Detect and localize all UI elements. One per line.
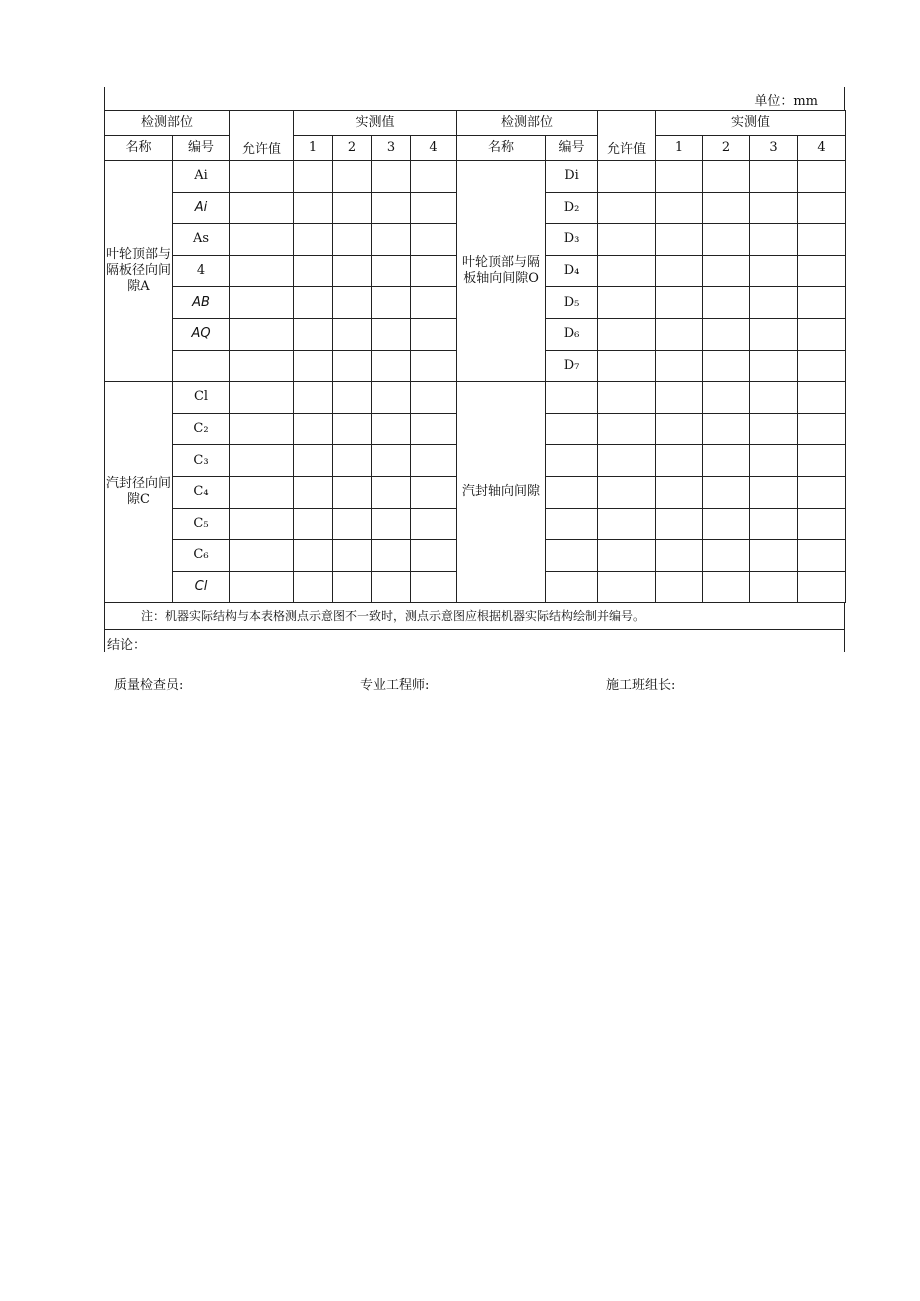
- right-measure-cell[interactable]: [656, 287, 703, 319]
- right-code-cell: [546, 540, 598, 572]
- right-allowed-cell[interactable]: [598, 413, 656, 445]
- left-measure-cell[interactable]: [372, 255, 411, 287]
- conclusion-row: [104, 630, 845, 652]
- right-measure-cell[interactable]: [656, 161, 703, 193]
- note-text: 注：机器实际结构与本表格测点示意图不一致时，测点示意图应根据机器实际结构绘制并编号。: [105, 603, 845, 630]
- left-allowed-cell[interactable]: [230, 540, 294, 572]
- left-allowed-cell[interactable]: [230, 318, 294, 350]
- left-measure-cell[interactable]: [372, 192, 411, 224]
- header-row-1: [105, 111, 846, 136]
- left-measured-header: 实测值: [294, 111, 457, 136]
- right-measure-cell[interactable]: [703, 540, 750, 572]
- left-measure-cell[interactable]: [333, 255, 372, 287]
- right-measure-cell[interactable]: [798, 476, 846, 508]
- right-code-cell: [546, 571, 598, 603]
- left-measure-cell[interactable]: [411, 382, 457, 414]
- right-measure-cell[interactable]: [798, 224, 846, 256]
- left-measure-cell[interactable]: [372, 445, 411, 477]
- right-measure-cell[interactable]: [656, 318, 703, 350]
- right-allowed-cell[interactable]: [598, 161, 656, 193]
- left-measure-cell[interactable]: [294, 445, 333, 477]
- left-code-cell: C₆: [173, 540, 230, 572]
- right-measure-cell[interactable]: [750, 318, 798, 350]
- left-col-4: 4: [411, 136, 457, 161]
- left-measure-cell[interactable]: [294, 508, 333, 540]
- left-measure-cell[interactable]: [411, 508, 457, 540]
- right-measure-cell[interactable]: [798, 318, 846, 350]
- right-allowed-cell[interactable]: [598, 255, 656, 287]
- note-row: [105, 603, 845, 630]
- left-name-header: 名称: [105, 136, 173, 161]
- right-code-cell: Di: [546, 161, 598, 193]
- left-measure-cell[interactable]: [372, 508, 411, 540]
- right-measure-cell[interactable]: [750, 224, 798, 256]
- right-measure-cell[interactable]: [798, 350, 846, 382]
- left-measure-cell[interactable]: [294, 192, 333, 224]
- right-code-cell: D₂: [546, 192, 598, 224]
- right-measure-cell[interactable]: [703, 413, 750, 445]
- right-col-1: 1: [656, 136, 703, 161]
- left-measure-cell[interactable]: [372, 224, 411, 256]
- left-measure-cell[interactable]: [294, 161, 333, 193]
- right-allowed-cell[interactable]: [598, 318, 656, 350]
- right-allowed-cell[interactable]: [598, 508, 656, 540]
- right-code-cell: D₇: [546, 350, 598, 382]
- right-measure-cell[interactable]: [703, 445, 750, 477]
- right-measure-cell[interactable]: [750, 476, 798, 508]
- table-row: [105, 161, 846, 193]
- left-code-cell: Ai: [173, 161, 230, 193]
- left-measure-cell[interactable]: [294, 255, 333, 287]
- left-measure-cell[interactable]: [411, 571, 457, 603]
- right-measure-cell[interactable]: [656, 350, 703, 382]
- right-measure-cell[interactable]: [798, 413, 846, 445]
- left-allowed-cell[interactable]: [230, 445, 294, 477]
- right-allowed-cell[interactable]: [598, 192, 656, 224]
- conclusion-label: 结论：: [107, 638, 147, 654]
- left-measure-cell[interactable]: [333, 224, 372, 256]
- right-measure-cell[interactable]: [798, 445, 846, 477]
- right-code-cell: [546, 445, 598, 477]
- right-code-cell: [546, 413, 598, 445]
- right-measure-cell[interactable]: [656, 382, 703, 414]
- left-code-cell: Cl: [173, 571, 230, 603]
- left-code-cell: C₂: [173, 413, 230, 445]
- inspector-signature: 质量检查员:: [114, 678, 184, 693]
- right-name-header: 名称: [457, 136, 546, 161]
- header-row-2: [105, 136, 846, 161]
- right-allowed-cell[interactable]: [598, 224, 656, 256]
- left-measure-cell[interactable]: [294, 540, 333, 572]
- right-measure-cell[interactable]: [750, 161, 798, 193]
- right-allowed-cell[interactable]: [598, 287, 656, 319]
- right-measure-cell[interactable]: [703, 508, 750, 540]
- left-allowed-cell[interactable]: [230, 287, 294, 319]
- left-measure-cell[interactable]: [294, 476, 333, 508]
- right-measure-cell[interactable]: [750, 350, 798, 382]
- right-measure-cell[interactable]: [750, 255, 798, 287]
- right-measure-cell[interactable]: [703, 255, 750, 287]
- right-code-cell: [546, 508, 598, 540]
- left-allowed-cell[interactable]: [230, 224, 294, 256]
- left-measure-cell[interactable]: [372, 476, 411, 508]
- left-measure-cell[interactable]: [333, 161, 372, 193]
- left-measure-cell[interactable]: [333, 413, 372, 445]
- right-allowed-cell[interactable]: [598, 571, 656, 603]
- right-measure-cell[interactable]: [798, 508, 846, 540]
- left-measure-cell[interactable]: [294, 287, 333, 319]
- right-measure-cell[interactable]: [798, 287, 846, 319]
- left-measure-cell[interactable]: [333, 192, 372, 224]
- right-measure-cell[interactable]: [750, 540, 798, 572]
- left-measure-cell[interactable]: [294, 318, 333, 350]
- left-allowed-cell[interactable]: [230, 350, 294, 382]
- left-measure-cell[interactable]: [333, 350, 372, 382]
- right-measure-cell[interactable]: [656, 224, 703, 256]
- left-measure-cell[interactable]: [372, 413, 411, 445]
- left-code-cell: C₄: [173, 476, 230, 508]
- right-code-cell: D₆: [546, 318, 598, 350]
- unit-label: 单位：mm: [754, 94, 818, 109]
- left-code-cell: C₃: [173, 445, 230, 477]
- right-measure-cell[interactable]: [703, 287, 750, 319]
- left-measure-cell[interactable]: [294, 413, 333, 445]
- inspection-sheet: [104, 87, 845, 652]
- left-allowed-cell[interactable]: [230, 571, 294, 603]
- right-allowed-cell[interactable]: [598, 476, 656, 508]
- left-allowed-cell[interactable]: [230, 161, 294, 193]
- left-measure-cell[interactable]: [294, 224, 333, 256]
- left-measure-cell[interactable]: [333, 445, 372, 477]
- left-code-cell: Cl: [173, 382, 230, 414]
- left-measure-cell[interactable]: [411, 476, 457, 508]
- right-measure-cell[interactable]: [656, 508, 703, 540]
- left-measure-cell[interactable]: [411, 445, 457, 477]
- right-measure-cell[interactable]: [750, 508, 798, 540]
- left-code-cell: AB: [173, 287, 230, 319]
- right-measure-cell[interactable]: [703, 224, 750, 256]
- right-measure-cell[interactable]: [750, 192, 798, 224]
- right-code-cell: D₅: [546, 287, 598, 319]
- left-measure-cell[interactable]: [411, 287, 457, 319]
- engineer-signature: 专业工程师:: [360, 678, 430, 693]
- right-measure-cell[interactable]: [750, 571, 798, 603]
- right-measure-cell[interactable]: [656, 540, 703, 572]
- left-measure-cell[interactable]: [333, 382, 372, 414]
- leader-signature: 施工班组长:: [606, 678, 676, 693]
- left-measure-cell[interactable]: [372, 382, 411, 414]
- right-code-cell: D₄: [546, 255, 598, 287]
- right-measure-cell[interactable]: [656, 445, 703, 477]
- left-measure-cell[interactable]: [411, 350, 457, 382]
- left-measure-cell[interactable]: [372, 318, 411, 350]
- group-name-d: 叶轮顶部与隔板轴向间隙O: [457, 161, 546, 382]
- left-allowed-cell[interactable]: [230, 508, 294, 540]
- left-allowed-cell[interactable]: [230, 255, 294, 287]
- left-allowed-cell[interactable]: [230, 476, 294, 508]
- right-allowed-cell[interactable]: [598, 445, 656, 477]
- note-table: [104, 602, 845, 630]
- left-measure-cell[interactable]: [333, 476, 372, 508]
- left-measure-cell[interactable]: [333, 571, 372, 603]
- left-measure-cell[interactable]: [372, 571, 411, 603]
- left-measure-cell[interactable]: [333, 287, 372, 319]
- right-check-part-header: 检测部位: [457, 111, 598, 136]
- left-code-cell: [173, 350, 230, 382]
- table-row: [105, 382, 846, 414]
- left-measure-cell[interactable]: [411, 192, 457, 224]
- left-measure-cell[interactable]: [294, 382, 333, 414]
- right-measure-cell[interactable]: [750, 413, 798, 445]
- right-col-4: 4: [798, 136, 846, 161]
- left-allowed-cell[interactable]: [230, 413, 294, 445]
- right-measure-cell[interactable]: [750, 445, 798, 477]
- left-col-1: 1: [294, 136, 333, 161]
- left-measure-cell[interactable]: [411, 413, 457, 445]
- measurement-table: [104, 110, 846, 603]
- right-measure-cell[interactable]: [656, 192, 703, 224]
- group-name-c: 汽封径向间隙C: [105, 382, 173, 603]
- right-code-cell: [546, 382, 598, 414]
- right-measure-cell[interactable]: [656, 255, 703, 287]
- left-code-cell: 4: [173, 255, 230, 287]
- right-measure-cell[interactable]: [703, 318, 750, 350]
- right-allowed-cell[interactable]: [598, 350, 656, 382]
- left-measure-cell[interactable]: [333, 540, 372, 572]
- left-code-cell: AQ: [173, 318, 230, 350]
- left-code-header: 编号: [173, 136, 230, 161]
- left-measure-cell[interactable]: [411, 255, 457, 287]
- right-measure-cell[interactable]: [703, 476, 750, 508]
- right-measure-cell[interactable]: [656, 476, 703, 508]
- group-name-a: 叶轮顶部与隔板径向间隙A: [105, 161, 173, 382]
- right-measure-cell[interactable]: [656, 571, 703, 603]
- right-measure-cell[interactable]: [798, 571, 846, 603]
- left-measure-cell[interactable]: [294, 571, 333, 603]
- right-allowed-cell[interactable]: [598, 382, 656, 414]
- left-measure-cell[interactable]: [372, 540, 411, 572]
- right-measure-cell[interactable]: [798, 192, 846, 224]
- right-measure-cell[interactable]: [798, 540, 846, 572]
- right-measure-cell[interactable]: [798, 161, 846, 193]
- left-measure-cell[interactable]: [333, 318, 372, 350]
- left-col-3: 3: [372, 136, 411, 161]
- left-col-2: 2: [333, 136, 372, 161]
- left-measure-cell[interactable]: [333, 508, 372, 540]
- left-measure-cell[interactable]: [411, 318, 457, 350]
- right-measure-cell[interactable]: [703, 192, 750, 224]
- left-measure-cell[interactable]: [372, 350, 411, 382]
- left-allowed-header: 允许值: [230, 111, 294, 161]
- unit-row: [104, 87, 845, 110]
- left-measure-cell[interactable]: [294, 350, 333, 382]
- left-code-cell: Ai: [173, 192, 230, 224]
- left-measure-cell[interactable]: [372, 161, 411, 193]
- right-measured-header: 实测值: [656, 111, 846, 136]
- left-code-cell: As: [173, 224, 230, 256]
- right-measure-cell[interactable]: [703, 161, 750, 193]
- left-allowed-cell[interactable]: [230, 192, 294, 224]
- right-measure-cell[interactable]: [798, 255, 846, 287]
- left-allowed-cell[interactable]: [230, 382, 294, 414]
- right-measure-cell[interactable]: [703, 571, 750, 603]
- right-measure-cell[interactable]: [703, 382, 750, 414]
- right-measure-cell[interactable]: [798, 382, 846, 414]
- left-measure-cell[interactable]: [411, 224, 457, 256]
- right-measure-cell[interactable]: [750, 287, 798, 319]
- right-code-cell: [546, 476, 598, 508]
- left-measure-cell[interactable]: [411, 161, 457, 193]
- left-measure-cell[interactable]: [372, 287, 411, 319]
- right-allowed-header: 允许值: [598, 111, 656, 161]
- group-name-e: 汽封轴向间隙: [457, 382, 546, 603]
- right-measure-cell[interactable]: [656, 413, 703, 445]
- right-measure-cell[interactable]: [750, 382, 798, 414]
- right-code-cell: D₃: [546, 224, 598, 256]
- left-code-cell: C₅: [173, 508, 230, 540]
- right-col-2: 2: [703, 136, 750, 161]
- left-check-part-header: 检测部位: [105, 111, 230, 136]
- right-col-3: 3: [750, 136, 798, 161]
- right-allowed-cell[interactable]: [598, 540, 656, 572]
- right-code-header: 编号: [546, 136, 598, 161]
- left-measure-cell[interactable]: [411, 540, 457, 572]
- right-measure-cell[interactable]: [703, 350, 750, 382]
